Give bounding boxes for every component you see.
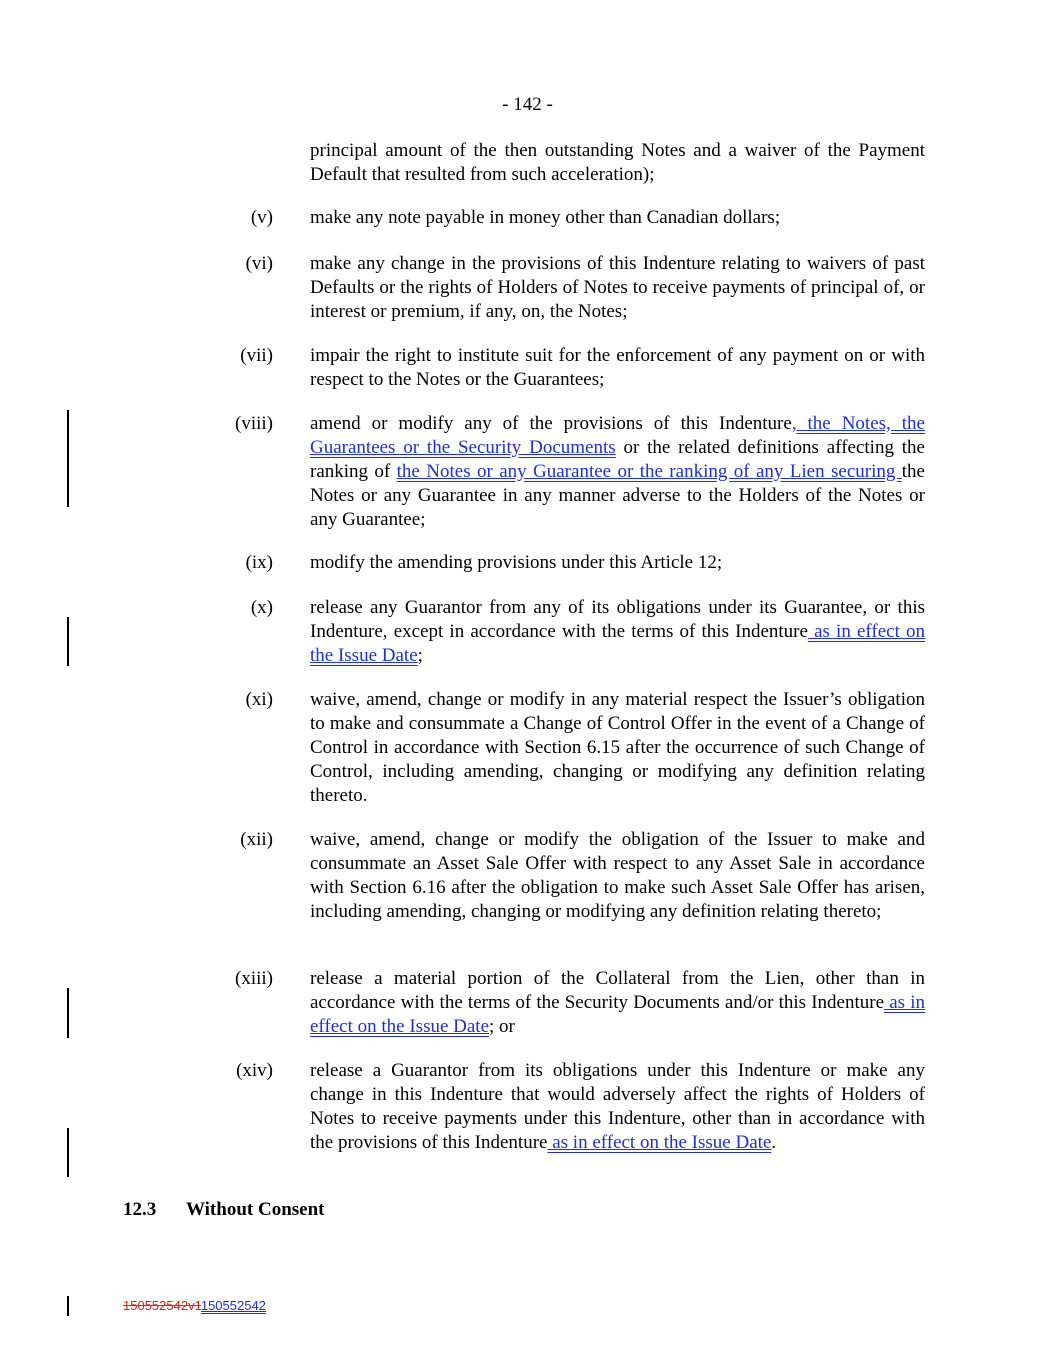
section-title: Without Consent xyxy=(186,1199,325,1220)
change-bar xyxy=(67,1128,69,1177)
inserted-text: the Notes or any Guarantee or the ranking of any Lien securing xyxy=(396,461,902,482)
item-label: (xi) xyxy=(245,689,273,710)
item-label: (x) xyxy=(250,597,273,618)
section-number: 12.3 xyxy=(123,1199,157,1220)
change-bar xyxy=(67,617,69,666)
list-item: waive, amend, change or modify the obligation of the Issuer to make and consummate an Asset Sale Offer with respect to any Asset Sale in accordance with Section 6.16 after the obligation to make such Asset Sale Offer has arisen, including amending, changing or modifying any definition relating thereto; xyxy=(310,829,925,922)
list-item-continuation: principal amount of the then outstanding Notes and a waiver of the Payment Default that resulted from such acceleration); xyxy=(310,140,925,185)
list-item xyxy=(310,596,925,668)
item-text: or the related definitions affecting the ranking of xyxy=(310,437,925,482)
list-item: waive, amend, change or modify in any material respect the Issuer’s obligation to make and consummate a Change of Control Offer in the event of a Change of Control in accordance with Section 6.15 after the occurrence of such Change of Control, including amending, changing or modifying any definition relating thereto. xyxy=(310,689,925,806)
change-bar xyxy=(67,988,69,1038)
change-bar xyxy=(67,410,69,507)
inserted-doc-id: 150552542 xyxy=(200,1298,266,1313)
list-item xyxy=(310,412,925,532)
item-label: (v) xyxy=(250,207,273,228)
page-number: - 142 - xyxy=(502,94,553,115)
document-id xyxy=(123,1298,266,1313)
item-label: (vii) xyxy=(240,345,273,366)
item-text: amend or modify any of the provisions of this Indenture xyxy=(310,413,792,434)
inserted-text: as in effect on the Issue Date xyxy=(547,1132,772,1153)
item-label: (vi) xyxy=(245,253,273,274)
inserted-text: as in effect on the Issue Date xyxy=(310,992,925,1037)
item-label: (ix) xyxy=(245,552,273,573)
list-item xyxy=(310,967,925,1039)
inserted-text: as in effect on the Issue Date xyxy=(310,621,925,666)
inserted-text: , the Notes, the Guarantees or the Security Documents xyxy=(310,413,925,458)
item-label: (viii) xyxy=(235,413,273,434)
deleted-doc-id: 150552542v1 xyxy=(123,1298,201,1313)
list-item: impair the right to institute suit for the enforcement of any payment on or with respect to the Notes or the Guarantees; xyxy=(310,345,925,390)
item-text: release a material portion of the Collateral from the Lien, other than in accordance with the terms of the Security Documents and/or this Indenture xyxy=(310,968,925,1013)
item-text: ; xyxy=(417,645,423,666)
item-text: . xyxy=(771,1132,777,1153)
list-item: modify the amending provisions under this Article 12; xyxy=(310,552,723,573)
item-label: (xii) xyxy=(240,829,273,850)
list-item: make any change in the provisions of this Indenture relating to waivers of past Defaults or the rights of Holders of Notes to receive payments of principal of, or interest or premium, if any, on, the Notes; xyxy=(310,253,925,322)
item-text: release any Guarantor from any of its obligations under its Guarantee, or this Indenture, except in accordance with the terms of this Indenture xyxy=(310,597,925,642)
item-label: (xiv) xyxy=(236,1060,273,1081)
item-text: the Notes or any Guarantee in any manner adverse to the Holders of the Notes or any Guarantee; xyxy=(310,461,925,530)
change-bar xyxy=(67,1296,69,1316)
item-text: ; or xyxy=(489,1016,515,1037)
list-item xyxy=(310,1059,925,1155)
item-text: release a Guarantor from its obligations under this Indenture or make any change in this Indenture that would adversely affect the rights of Holders of Notes to receive payments under this Indenture, other than in accordance with the provisions of this Indenture xyxy=(310,1060,925,1153)
item-label: (xiii) xyxy=(235,968,273,989)
list-item: make any note payable in money other than Canadian dollars; xyxy=(310,207,781,228)
